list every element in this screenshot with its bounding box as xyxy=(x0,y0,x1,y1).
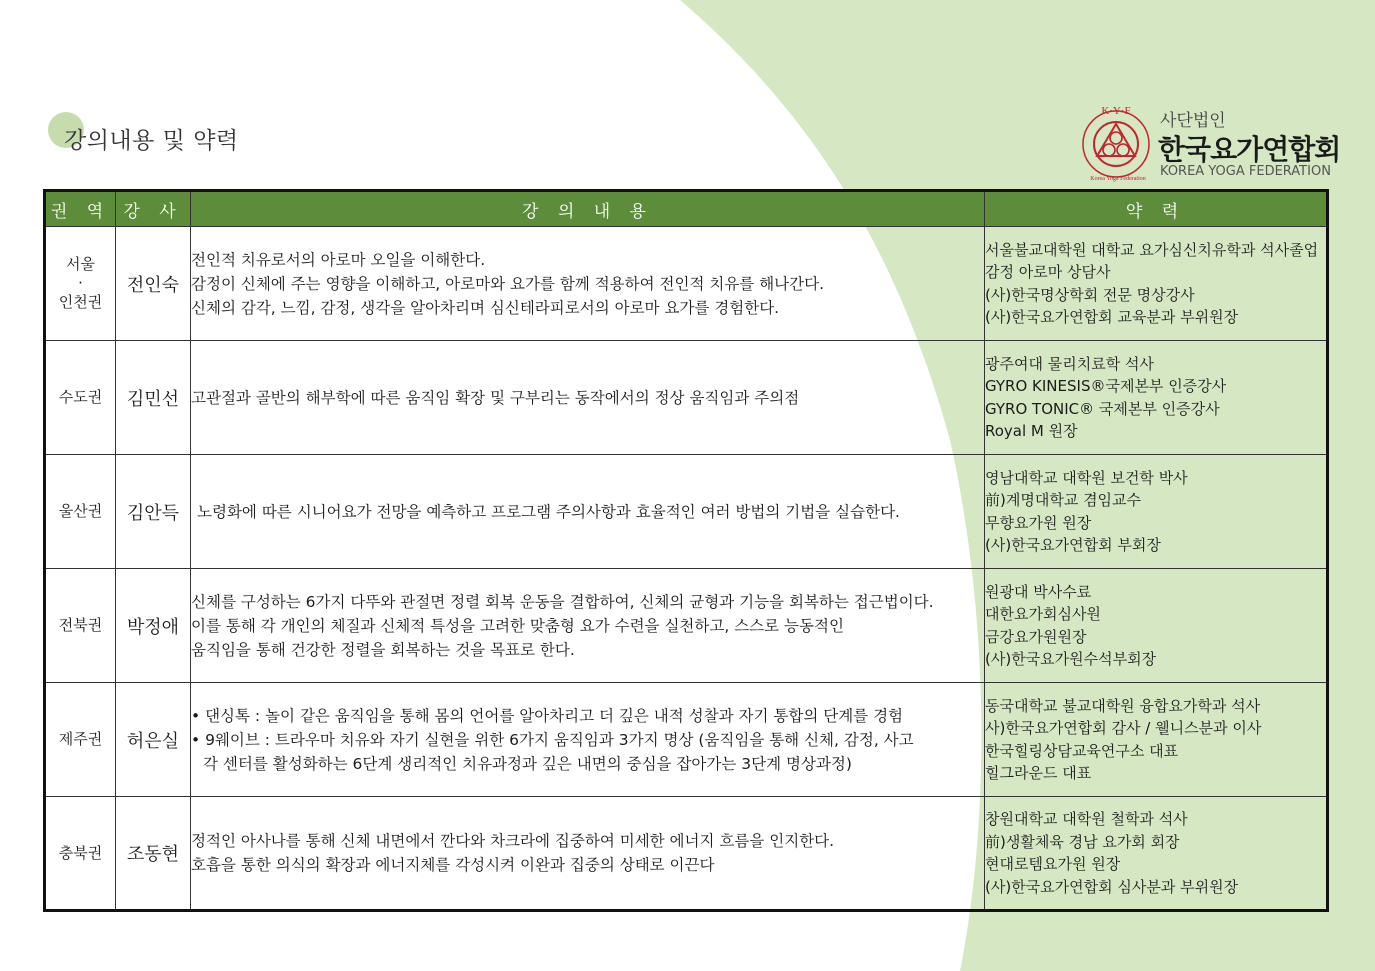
content-cell xyxy=(191,569,985,683)
content-line: • 댄싱톡 : 놀이 같은 움직임을 통해 몸의 언어를 알아차리고 더 깊은 내적 성찰과 자기 통합의 단계를 경험 xyxy=(191,706,904,725)
region-line: 서울 xyxy=(66,255,95,273)
logo-title: 한국요가연합회 xyxy=(1158,133,1341,166)
logo-subtitle: 사단법인 xyxy=(1160,111,1226,131)
credential-line: 前)생활체육 경남 요가회 회장 xyxy=(985,832,1180,851)
logo xyxy=(1078,100,1341,184)
credential-line: 무향요가원 원장 xyxy=(985,513,1092,532)
region-cell xyxy=(45,569,116,683)
table-row xyxy=(45,455,1328,569)
region-line: 수도권 xyxy=(58,388,103,406)
credential-line: (사)한국명상학회 전문 명상강사 xyxy=(985,285,1195,304)
credential-line: (사)한국요가연합회 심사분과 부위원장 xyxy=(985,877,1239,896)
content-line: 노령화에 따른 시니어요가 전망을 예측하고 프로그램 주의사항과 효율적인 여러 방법의 기법을 실습한다. xyxy=(197,502,900,521)
content-line: 움직임을 통해 건강한 정렬을 회복하는 것을 목표로 한다. xyxy=(191,640,575,659)
table-row xyxy=(45,569,1328,683)
credential-line: 원광대 박사수료 xyxy=(985,582,1092,601)
credentials-cell xyxy=(985,569,1328,683)
content-line: 각 센터를 활성화하는 6단계 생리적인 치유과정과 깊은 내면의 중심을 잡아가는 3단계 명상과정) xyxy=(203,754,852,773)
header-content: 강 의 내 용 xyxy=(191,191,985,227)
region-line: · xyxy=(78,274,83,292)
credentials-cell xyxy=(985,227,1328,341)
region-cell xyxy=(45,797,116,911)
credential-line: (사)한국요가연합회 교육분과 부위원장 xyxy=(985,308,1239,326)
credential-line: GYRO KINESIS®국제본부 인증강사 xyxy=(985,377,1227,395)
page-title: 강의내용 및 약력 xyxy=(64,128,239,154)
table-header-row xyxy=(45,191,1328,227)
instructor-name: 김민선 xyxy=(116,341,191,455)
content-line: 신체를 구성하는 6가지 다뚜와 관절면 정렬 회복 운동을 결합하여, 신체의 균형과 기능을 회복하는 접근법이다. xyxy=(191,592,934,611)
header-instructor: 강 사 xyxy=(116,191,191,227)
instructor-name: 허은실 xyxy=(116,683,191,797)
credential-line: (사)한국요가연합회 부회장 xyxy=(985,536,1161,554)
credential-line: 서울불교대학원 대학교 요가심신치유학과 석사졸업 xyxy=(985,240,1319,259)
region-cell xyxy=(45,227,116,341)
content-line: • 9웨이브 : 트라우마 치유와 자기 실현을 위한 6가지 움직임과 3가지 명상 (움직임을 통해 신체, 감정, 사고 xyxy=(191,730,914,749)
credentials-cell xyxy=(985,455,1328,569)
credential-line: 대한요가회심사원 xyxy=(985,605,1101,623)
region-line: 충북권 xyxy=(58,843,103,862)
table-row xyxy=(45,683,1328,797)
emblem-letters: K·Y·F xyxy=(1101,105,1131,117)
content-line: 정적인 아사나를 통해 신체 내면에서 깐다와 차크라에 집중하여 미세한 에너지 흐름을 인지한다. xyxy=(191,832,835,850)
credential-line: (사)한국요가원수석부회장 xyxy=(985,650,1157,668)
credentials-cell xyxy=(985,341,1328,455)
header-credentials: 약 력 xyxy=(985,191,1328,227)
content-line: 이를 통해 각 개인의 체질과 신체적 특성을 고려한 맞춤형 요가 수련을 실천하고, 스스로 능동적인 xyxy=(191,616,844,635)
instructor-name: 전인숙 xyxy=(116,227,191,341)
credentials-cell xyxy=(985,797,1328,911)
credentials-cell xyxy=(985,683,1328,797)
credential-line: GYRO TONIC® 국제본부 인증강사 xyxy=(985,399,1220,418)
content-cell xyxy=(191,683,985,797)
credential-line: 동국대학교 불교대학원 융합요가학과 석사 xyxy=(985,696,1261,715)
table-row xyxy=(45,797,1328,911)
region-line: 제주권 xyxy=(58,730,103,748)
header-region: 권 역 xyxy=(45,191,116,227)
credential-line: 힐그라운드 대표 xyxy=(985,764,1092,782)
content-cell xyxy=(191,797,985,911)
instructor-name: 조동현 xyxy=(116,797,191,911)
content-line: 신체의 감각, 느낌, 감정, 생각을 알아차리며 심신테라피로서의 아로마 요가를 경험한다. xyxy=(191,298,780,317)
credential-line: 前)계명대학교 겸임교수 xyxy=(985,491,1142,509)
table-row xyxy=(45,227,1328,341)
credential-line: Royal M 원장 xyxy=(985,422,1078,440)
lecture-table xyxy=(43,189,1329,912)
kyf-emblem-icon xyxy=(1078,100,1158,184)
content-cell xyxy=(191,227,985,341)
region-line: 전북권 xyxy=(58,616,103,634)
page-title-block xyxy=(48,112,239,154)
credential-line: 현대로템요가원 원장 xyxy=(985,855,1121,873)
credential-line: 창원대학교 대학원 철학과 석사 xyxy=(985,810,1188,828)
emblem-ring-text: Korea Yoga Federation xyxy=(1090,176,1146,182)
content-cell xyxy=(191,455,985,569)
region-line: 인천권 xyxy=(58,293,103,311)
region-cell xyxy=(45,341,116,455)
instructor-name: 박정애 xyxy=(116,569,191,683)
credential-line: 금강요가원원장 xyxy=(985,627,1087,646)
credential-line: 한국힐링상담교육연구소 대표 xyxy=(985,741,1179,760)
content-cell xyxy=(191,341,985,455)
content-line: 호흡을 통한 의식의 확장과 에너지체를 각성시켜 이완과 집중의 상태로 이끈다 xyxy=(191,856,715,874)
credential-line: 광주여대 물리치료학 석사 xyxy=(985,354,1154,373)
instructor-name: 김안득 xyxy=(116,455,191,569)
region-cell xyxy=(45,683,116,797)
credential-line: 사)한국요가연합회 감사 / 웰니스분과 이사 xyxy=(985,719,1262,737)
table-row xyxy=(45,341,1328,455)
credential-line: 영남대학교 대학원 보건학 박사 xyxy=(985,468,1188,487)
content-line: 고관절과 골반의 해부학에 따른 움직임 확장 및 구부리는 동작에서의 정상 움직임과 주의점 xyxy=(191,388,800,407)
content-line: 감정이 신체에 주는 영향을 이해하고, 아로마와 요가를 함께 적용하여 전인적 치유를 해나간다. xyxy=(191,274,825,293)
region-line: 울산권 xyxy=(58,502,103,520)
logo-english: KOREA YOGA FEDERATION xyxy=(1160,164,1331,179)
content-line: 전인적 치유로서의 아로마 오일을 이해한다. xyxy=(191,250,486,269)
credential-line: 감정 아로마 상담사 xyxy=(985,263,1111,281)
region-cell xyxy=(45,455,116,569)
